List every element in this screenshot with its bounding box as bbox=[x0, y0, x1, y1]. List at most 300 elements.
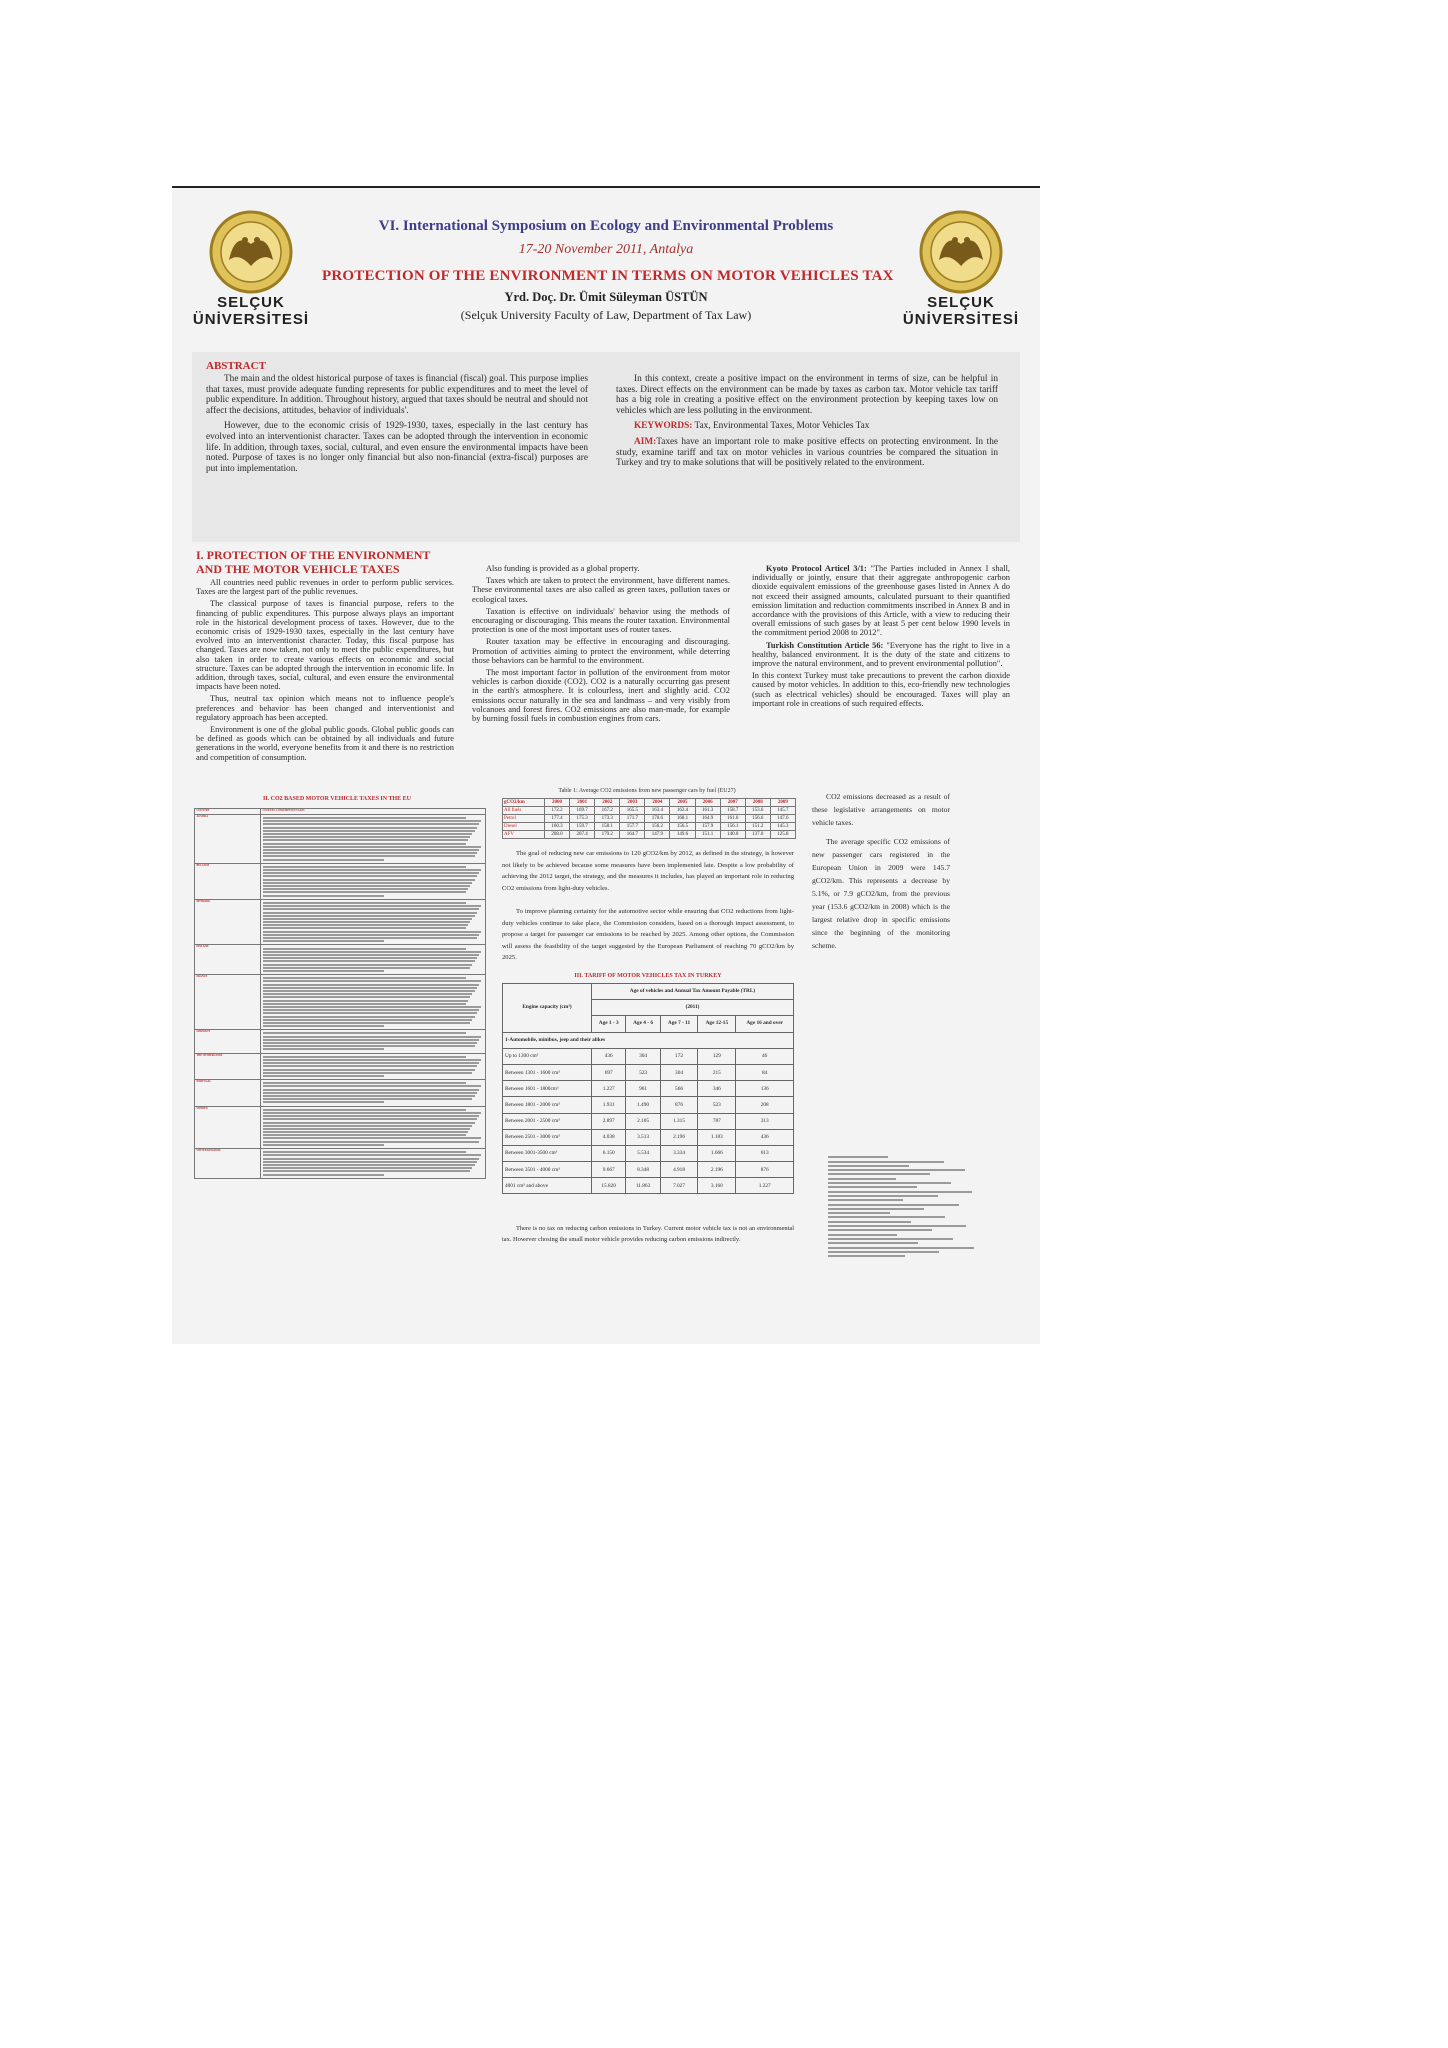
illegible-text-line bbox=[263, 1025, 385, 1027]
body-paragraph: The most important factor in pollution of the environment from motor vehicles is carbon dioxide (CO2). CO2 is a naturally occurring gas present in the earth's atmosphere. It is colourless, inert and slightly acid. CO2 emissions occur naturally in the sea and landmass – and very visibly from volcanoes and forest fires. CO2 emissions are also man-made, for example by burning fossil fuels in combustion engines from cars. bbox=[472, 668, 730, 724]
illegible-text-line bbox=[263, 967, 471, 969]
vehicle-group-label: 1-Automobile, minibus, jeep and their alikes bbox=[503, 1032, 794, 1048]
age-column-header: Age 7 - 11 bbox=[660, 1016, 698, 1032]
header-cell: 2007 bbox=[720, 799, 745, 807]
right-column bbox=[812, 790, 950, 958]
illegible-footnote-line bbox=[828, 1199, 903, 1201]
illegible-footnote-line bbox=[828, 1242, 918, 1244]
illegible-text-line bbox=[263, 1056, 466, 1058]
illegible-text-line bbox=[263, 1158, 480, 1160]
tax-amount-cell: 1.931 bbox=[592, 1097, 626, 1113]
body-paragraph: Thus, neutral tax opinion which means not to influence people's preferences and behavior has been changed and interventionist and regulatory approach has been accepted. bbox=[196, 694, 454, 722]
engine-capacity-cell: Between 2001 - 2500 cm³ bbox=[503, 1113, 592, 1129]
table-row bbox=[195, 1053, 486, 1080]
value-cell: 147.9 bbox=[645, 831, 670, 839]
value-cell: 167.2 bbox=[595, 807, 620, 815]
eu-tax-table bbox=[194, 808, 486, 1179]
illegible-text-line bbox=[263, 1089, 480, 1091]
illegible-text-line bbox=[263, 866, 466, 868]
section-1-column-3 bbox=[752, 564, 1010, 711]
body-paragraph: Router taxation may be effective in encouraging and discouraging. Promotion of activities aiming to protect the environment, while deterring those behaviors can be harmful to the environment. bbox=[472, 637, 730, 665]
illegible-text-line bbox=[263, 869, 482, 871]
illegible-text-line bbox=[263, 820, 482, 822]
illegible-text-line bbox=[263, 1045, 475, 1047]
body-paragraph: The average specific CO2 emissions of new passenger cars registered in the European Union in 2009 were 145.7 gCO2/km. This represents a decrease by 5.1%, or 7.9 gCO2/km, from the previous year (153.6 gCO2/km in 2008) which is the largest relative drop in specific emissions since the beginning of the monitoring scheme. bbox=[812, 837, 950, 950]
illegible-text-line bbox=[263, 855, 475, 857]
illegible-text-line bbox=[263, 891, 466, 893]
illegible-text-line bbox=[263, 1101, 385, 1103]
illegible-text-line bbox=[263, 1075, 385, 1077]
illegible-text-line bbox=[263, 1122, 475, 1124]
value-cell: 208.0 bbox=[544, 831, 569, 839]
illegible-text-line bbox=[263, 882, 473, 884]
illegible-text-line bbox=[263, 1009, 480, 1011]
value-cell: 156.6 bbox=[745, 815, 770, 823]
country-cell: UNITED KINGDOM bbox=[195, 1149, 261, 1179]
aim-text: Taxes have an important role to make positive effects on protecting environment. In the study, examine tariff and tax on motor vehicles in various countries be compared the situation in Turkey and try to make solutions that will be positively related to the environment. bbox=[616, 436, 998, 469]
tax-amount-cell: 11.863 bbox=[626, 1178, 660, 1194]
header-cell: 2002 bbox=[595, 799, 620, 807]
illegible-text-line bbox=[263, 957, 477, 959]
illegible-footnote-line bbox=[828, 1191, 972, 1193]
tax-amount-cell: 2.196 bbox=[660, 1129, 698, 1145]
illegible-footnote-line bbox=[828, 1165, 909, 1167]
tax-amount-cell: 2.897 bbox=[592, 1113, 626, 1129]
tax-amount-cell: 6.150 bbox=[592, 1145, 626, 1161]
top-rule bbox=[172, 186, 1040, 188]
country-header: COUNTRY bbox=[195, 809, 261, 815]
age-group-header: Age of vehicles and Annual Tax Amount Payable (TRL) bbox=[592, 984, 794, 1000]
poster-title: PROTECTION OF THE ENVIRONMENT IN TERMS ON MOTOR VEHICLES TAX bbox=[322, 268, 894, 284]
table-row bbox=[195, 945, 486, 975]
value-cell: 157.7 bbox=[620, 823, 645, 831]
header-cell: 2001 bbox=[570, 799, 595, 807]
value-cell: 164.9 bbox=[695, 815, 720, 823]
illegible-text-line bbox=[263, 872, 480, 874]
middle-text-3 bbox=[502, 1224, 794, 1245]
value-cell: 172.2 bbox=[544, 807, 569, 815]
value-cell: 140.0 bbox=[720, 831, 745, 839]
illegible-text-line bbox=[263, 1000, 469, 1002]
age-column-header: Age 16 and over bbox=[736, 1016, 794, 1032]
tax-amount-cell: 304 bbox=[660, 1064, 698, 1080]
tax-amount-cell: 1.490 bbox=[626, 1097, 660, 1113]
tax-amount-cell: 1.183 bbox=[698, 1129, 736, 1145]
illegible-text-line bbox=[263, 954, 480, 956]
illegible-footnote-line bbox=[828, 1238, 953, 1240]
scheme-cell bbox=[261, 1080, 486, 1107]
tax-amount-cell: 697 bbox=[592, 1064, 626, 1080]
symposium-dates: 17-20 November 2011, Antalya bbox=[518, 242, 694, 257]
table-row bbox=[503, 1032, 794, 1048]
illegible-footnote-line bbox=[828, 1225, 966, 1227]
body-paragraph: Taxes which are taken to protect the environment, have different names. These environmental taxes are also called as green taxes, pollution taxes or ecological taxes. bbox=[472, 576, 730, 604]
illegible-footnote-line bbox=[828, 1216, 945, 1218]
abstract-left-column bbox=[206, 374, 588, 479]
illegible-text-line bbox=[263, 833, 473, 835]
tax-amount-cell: 5.534 bbox=[626, 1145, 660, 1161]
row-label-cell: Petrol bbox=[503, 815, 545, 823]
abstract-box bbox=[192, 352, 1020, 542]
age-column-header: Age 4 - 6 bbox=[626, 1016, 660, 1032]
value-cell: 156.5 bbox=[670, 823, 695, 831]
illegible-text-line bbox=[263, 1022, 471, 1024]
illegible-footnote-line bbox=[828, 1182, 951, 1184]
tax-amount-cell: 1.227 bbox=[592, 1081, 626, 1097]
illegible-text-line bbox=[263, 885, 471, 887]
scheme-cell bbox=[261, 863, 486, 899]
value-cell: 156.2 bbox=[645, 823, 670, 831]
illegible-text-line bbox=[263, 1151, 466, 1153]
aim-label: AIM: bbox=[634, 436, 657, 447]
illegible-text-line bbox=[263, 1174, 385, 1176]
tax-amount-cell: 2.105 bbox=[626, 1113, 660, 1129]
kyoto-label: Kyoto Protocol Articel 3/1: bbox=[766, 564, 867, 573]
scheme-cell bbox=[261, 945, 486, 975]
value-cell: 157.9 bbox=[695, 823, 720, 831]
illegible-text-line bbox=[263, 1141, 480, 1143]
kyoto-text: "The Parties included in Annex I shall, individually or jointly, ensure that their aggregate anthropogenic carbon dioxide equivalent emissions of the greenhouse gases listed in Annex A do not exceed their assigned amounts, calculated pursuant to their quantified emission limitation and reduction commitments inscribed in Annex B and in accordance with the provisions of this Article, with a view to reducing their overall emissions of such gases by at least 5 per cent below 1990 levels in the commitment period 2008 to 2012". bbox=[752, 564, 1010, 638]
illegible-footnote-line bbox=[828, 1251, 939, 1253]
tax-amount-cell: 129 bbox=[698, 1048, 736, 1064]
keywords-text: Tax, Environmental Taxes, Motor Vehicles Tax bbox=[694, 421, 870, 432]
table-row bbox=[503, 1097, 794, 1113]
illegible-footnote-line bbox=[828, 1255, 905, 1257]
body-paragraph: Also funding is provided as a global property. bbox=[486, 564, 640, 573]
illegible-text-line bbox=[263, 993, 473, 995]
body-paragraph: All countries need public revenues in order to perform public services. Taxes are the largest part of the public revenues. bbox=[196, 578, 454, 597]
illegible-text-line bbox=[263, 879, 475, 881]
engine-capacity-cell: 4001 cm³ and above bbox=[503, 1178, 592, 1194]
value-cell: 171.7 bbox=[620, 815, 645, 823]
tax-amount-cell: 613 bbox=[736, 1145, 794, 1161]
body-paragraph: Environment is one of the global public goods. Global public goods can be defined as goods which can be obtained by all individuals and future generations in the world, everyone benefits from it and there is no restriction and competition of consumption. bbox=[196, 725, 454, 762]
tax-amount-cell: 3.160 bbox=[698, 1178, 736, 1194]
poster bbox=[172, 186, 1040, 1344]
country-cell: THE NETHERLANDS bbox=[195, 1053, 261, 1080]
symposium-name: VI. International Symposium on Ecology and Environmental Problems bbox=[378, 218, 834, 234]
value-cell: 125.8 bbox=[770, 831, 795, 839]
engine-capacity-cell: Between 3501 - 4000 cm³ bbox=[503, 1162, 592, 1178]
value-cell: 137.0 bbox=[745, 831, 770, 839]
university-logo-left: SELÇUK ÜNİVERSİTESİ bbox=[186, 210, 316, 328]
motor-vehicle-tax-table bbox=[502, 983, 794, 1194]
engine-capacity-cell: Between 3001-3500 cm³ bbox=[503, 1145, 592, 1161]
illegible-text-line bbox=[263, 980, 482, 982]
illegible-text-line bbox=[263, 859, 385, 861]
constitution-paragraph bbox=[752, 641, 1010, 669]
section-1-column-2 bbox=[472, 564, 730, 726]
value-cell: 153.6 bbox=[745, 807, 770, 815]
table-row bbox=[503, 1162, 794, 1178]
illegible-text-line bbox=[263, 1069, 475, 1071]
tax-amount-cell: 8.348 bbox=[626, 1162, 660, 1178]
tax-amount-cell: 436 bbox=[736, 1129, 794, 1145]
tax-amount-cell: 84 bbox=[736, 1064, 794, 1080]
scheme-cell bbox=[261, 1149, 486, 1179]
tax-amount-cell: 2.196 bbox=[698, 1162, 736, 1178]
middle-text-2 bbox=[502, 906, 794, 964]
table-row bbox=[503, 815, 796, 823]
illegible-text-line bbox=[263, 1059, 482, 1061]
value-cell: 165.5 bbox=[620, 807, 645, 815]
illegible-text-line bbox=[263, 1012, 477, 1014]
illegible-text-line bbox=[263, 846, 482, 848]
table-row bbox=[195, 975, 486, 1030]
table-row bbox=[195, 1149, 486, 1179]
illegible-text-line bbox=[263, 1032, 466, 1034]
age-column-header: Age 1 - 3 bbox=[592, 1016, 626, 1032]
value-cell: 161.3 bbox=[695, 807, 720, 815]
illegible-footnote-line bbox=[828, 1169, 965, 1171]
body-paragraph: The goal of reducing new car emissions to 120 gCO2/km by 2012, as defined in the strategy, is however not likely to be achieved because some measures have been implemented late. Despite a low probability of achieving the 2012 target, the strategy, and the measures it includes, has played an important role in reducing CO2 emissions from light-duty vehicles. bbox=[502, 850, 794, 892]
tax-amount-cell: 346 bbox=[698, 1081, 736, 1097]
table-header-row bbox=[503, 984, 794, 1000]
tax-amount-cell: 172 bbox=[660, 1048, 698, 1064]
illegible-footnote-line bbox=[828, 1178, 896, 1180]
tax-amount-cell: 876 bbox=[736, 1162, 794, 1178]
illegible-text-line bbox=[263, 940, 385, 942]
illegible-text-line bbox=[263, 1128, 471, 1130]
table-row bbox=[195, 863, 486, 899]
value-cell: 147.6 bbox=[770, 815, 795, 823]
illegible-text-line bbox=[263, 1003, 466, 1005]
section-2-heading: II. CO2 BASED MOTOR VEHICLE TAXES IN THE EU bbox=[263, 796, 411, 802]
illegible-footnote-line bbox=[828, 1208, 924, 1210]
tax-amount-cell: 46 bbox=[736, 1048, 794, 1064]
value-cell: 173.3 bbox=[595, 815, 620, 823]
country-cell: DENMARK bbox=[195, 899, 261, 945]
row-label-cell: All fuels bbox=[503, 807, 545, 815]
value-cell: 164.7 bbox=[620, 831, 645, 839]
abstract-right-column bbox=[616, 374, 998, 474]
illegible-footnote-line bbox=[828, 1221, 911, 1223]
illegible-text-line bbox=[263, 1085, 482, 1087]
tax-amount-cell: 566 bbox=[660, 1081, 698, 1097]
value-cell: 177.4 bbox=[544, 815, 569, 823]
illegible-footnote-line bbox=[828, 1247, 974, 1249]
table-row bbox=[503, 823, 796, 831]
header-cell: 2006 bbox=[695, 799, 720, 807]
table-row bbox=[503, 1081, 794, 1097]
abstract-paragraph: The main and the oldest historical purpose of taxes is financial (fiscal) goal. This purpose implies that taxes, must provide adequate funding represents for public expenditures and to meet the level of public expenditure. In addition. Throughout history, argued that taxes should be neutral and should not affect the decisions, attitudes, behavior of individuals'. bbox=[206, 374, 588, 416]
illegible-footnote-line bbox=[828, 1204, 959, 1206]
illegible-text-line bbox=[263, 1134, 466, 1136]
value-cell: 179.2 bbox=[595, 831, 620, 839]
illegible-text-line bbox=[263, 937, 477, 939]
tax-amount-cell: 9.667 bbox=[592, 1162, 626, 1178]
illegible-text-line bbox=[263, 984, 480, 986]
header-cell: 2003 bbox=[620, 799, 645, 807]
abstract-paragraph: However, due to the economic crisis of 1929-1930, taxes, especially in the last century has evolved into an interventionist character. Taxes can be adopted through the intervention in economic life. In addition, through taxes, social, cultural, and even ensure the environmental impacts have been noted. Purpose of taxes is no longer only financial but also non-financial (extra-fiscal) purposes are put into implementation. bbox=[206, 421, 588, 474]
body-paragraph: The classical purpose of taxes is financial purpose, refers to the financing of public expenditures. This purpose always plays an important role in the historical development process of taxes. However, due to the economic crisis of 1929-1930 taxes, especially in the last century have evolved into an interventionist character. Today, this fiscal purpose has changed. Taxes are now taken, not only to meet the public expenditures, but also taken in order to create various effects on economic and social structure. Taxes can be adopted through the intervention in economic life. In addition, through taxes, social, cultural, and even ensure the environmental impacts have been noted. bbox=[196, 599, 454, 692]
seal-icon bbox=[915, 210, 1007, 294]
tax-amount-cell: 1.666 bbox=[698, 1145, 736, 1161]
illegible-text-line bbox=[263, 1042, 477, 1044]
illegible-text-line bbox=[263, 1118, 477, 1120]
illegible-text-line bbox=[263, 1125, 473, 1127]
tax-amount-cell: 313 bbox=[736, 1113, 794, 1129]
illegible-text-line bbox=[263, 912, 477, 914]
constitution-text: "Everyone has the right to live in a healthy, balanced environment. It is the duty of the state and citizens to improve the natural environment, and to prevent environmental pollution". bbox=[752, 640, 1010, 669]
table-row bbox=[195, 1030, 486, 1053]
illegible-text-line bbox=[263, 852, 477, 854]
table-row bbox=[503, 831, 796, 839]
body-paragraph: There is no tax on reducing carbon emissions in Turkey. Current motor vehicle tax is not an environmental tax. However chosing the small motor vehicle provides reducing carbon emissions indirectly. bbox=[502, 1225, 794, 1243]
illegible-text-line bbox=[263, 1164, 475, 1166]
illegible-text-line bbox=[263, 1112, 482, 1114]
illegible-text-line bbox=[263, 1167, 473, 1169]
body-paragraph: To improve planning certainty for the automotive sector while ensuring that CO2 reductions from light-duty vehicles continue to take place, the Commission considers, based on a thorough impact assessment, to propose a target for passenger car emissions to be reached by 2025. Among other options, the Commission will assess the feasibility of the target suggested by the European Parliament of reaching 70 gCO2/km by 2025. bbox=[502, 908, 794, 962]
table-row bbox=[503, 1064, 794, 1080]
country-cell: FINLAND bbox=[195, 945, 261, 975]
illegible-text-line bbox=[263, 830, 475, 832]
tax-amount-cell: 3.513 bbox=[626, 1129, 660, 1145]
illegible-text-line bbox=[263, 875, 477, 877]
value-cell: 161.6 bbox=[720, 815, 745, 823]
keywords-label: KEYWORDS: bbox=[634, 421, 693, 432]
value-cell: 159.7 bbox=[570, 823, 595, 831]
scheme-cell bbox=[261, 1053, 486, 1080]
scheme-cell bbox=[261, 1030, 486, 1053]
illegible-text-line bbox=[263, 1072, 473, 1074]
illegible-text-line bbox=[263, 843, 466, 845]
illegible-text-line bbox=[263, 817, 466, 819]
scheme-header: CO2/FUEL CONSUMPTION TAXES bbox=[261, 809, 486, 815]
table-row bbox=[503, 807, 796, 815]
illegible-text-line bbox=[263, 836, 471, 838]
illegible-text-line bbox=[263, 1039, 480, 1041]
tax-amount-cell: 304 bbox=[626, 1048, 660, 1064]
tax-amount-cell: 4.918 bbox=[660, 1162, 698, 1178]
scheme-cell bbox=[261, 814, 486, 863]
illegible-text-line bbox=[263, 1115, 480, 1117]
header-cell: 2008 bbox=[745, 799, 770, 807]
table-row bbox=[503, 1178, 794, 1194]
illegible-text-line bbox=[263, 1082, 466, 1084]
illegible-text-line bbox=[263, 970, 385, 972]
header-cell: 2005 bbox=[670, 799, 695, 807]
tax-amount-cell: 208 bbox=[736, 1097, 794, 1113]
tax-amount-cell: 3.334 bbox=[660, 1145, 698, 1161]
illegible-text-line bbox=[263, 1109, 466, 1111]
affiliation: (Selçuk University Faculty of Law, Department of Tax Law) bbox=[460, 308, 752, 322]
country-cell: BELGIUM bbox=[195, 863, 261, 899]
value-cell: 162.4 bbox=[670, 807, 695, 815]
illegible-text-line bbox=[263, 1016, 475, 1018]
illegible-footnote-line bbox=[828, 1195, 938, 1197]
illegible-text-line bbox=[263, 823, 480, 825]
illegible-footnote-line bbox=[828, 1161, 944, 1163]
engine-capacity-cell: Between 1301 - 1600 cm³ bbox=[503, 1064, 592, 1080]
illegible-text-line bbox=[263, 915, 475, 917]
illegible-text-line bbox=[263, 908, 480, 910]
body-paragraph: CO2 emissions decreased as a result of these legislative arrangements on motor vehicle taxes. bbox=[812, 792, 950, 827]
scheme-cell bbox=[261, 975, 486, 1030]
year-header: (2011) bbox=[592, 1000, 794, 1016]
value-cell: 145.7 bbox=[770, 807, 795, 815]
illegible-text-line bbox=[263, 1048, 385, 1050]
section-3-heading: III. TARIFF OF MOTOR VEHICLES TAX IN TURKEY bbox=[574, 973, 722, 979]
row-label-cell: AFV bbox=[503, 831, 545, 839]
value-cell: 156.1 bbox=[720, 823, 745, 831]
illegible-text-line bbox=[263, 1095, 475, 1097]
abstract-paragraph: In this context, create a positive impact on the environment in terms of size, can be helpful in taxes. Direct effects on the environment can be made by taxes as carbon tax. Motor vehicle tax tariff has a big role in creating a positive effect on the environment protection by keeping taxes low on vehicles which are less polluting in the environment. bbox=[616, 374, 998, 416]
illegible-text-line bbox=[263, 924, 469, 926]
illegible-text-line bbox=[263, 948, 466, 950]
table-row bbox=[195, 814, 486, 863]
header-cell: 2009 bbox=[770, 799, 795, 807]
value-cell: 158.7 bbox=[720, 807, 745, 815]
illegible-text-line bbox=[263, 927, 466, 929]
illegible-text-line bbox=[263, 921, 471, 923]
tax-amount-cell: 961 bbox=[626, 1081, 660, 1097]
body-paragraph: In this context Turkey must take precautions to prevent the carbon dioxide caused by motor vehicles. In addition to this, eco-friendly new technologies (such as electrical vehicles) should be encouraged. Taxes will play an important role in creations of such required effects. bbox=[752, 671, 1010, 708]
illegible-text-line bbox=[263, 1161, 477, 1163]
illegible-footnote-line bbox=[828, 1186, 917, 1188]
illegible-text-line bbox=[263, 1019, 473, 1021]
engine-capacity-cell: Between 1601 - 1800cm³ bbox=[503, 1081, 592, 1097]
tax-amount-cell: 136 bbox=[736, 1081, 794, 1097]
country-cell: AUSTRIA bbox=[195, 814, 261, 863]
university-logo-right: SELÇUK ÜNİVERSİTESİ bbox=[896, 210, 1026, 328]
tax-amount-cell: 7.027 bbox=[660, 1178, 698, 1194]
illegible-text-line bbox=[263, 849, 480, 851]
country-cell: SWEDEN bbox=[195, 1106, 261, 1148]
tax-amount-cell: 215 bbox=[698, 1064, 736, 1080]
illegible-text-line bbox=[263, 895, 385, 897]
illegible-text-line bbox=[263, 977, 466, 979]
illegible-text-line bbox=[263, 1154, 482, 1156]
illegible-text-line bbox=[263, 902, 466, 904]
tax-amount-cell: 1.315 bbox=[660, 1113, 698, 1129]
tax-amount-cell: 523 bbox=[626, 1064, 660, 1080]
value-cell: 163.4 bbox=[645, 807, 670, 815]
constitution-label: Turkish Constitution Article 56: bbox=[766, 640, 884, 650]
illegible-text-line bbox=[263, 827, 477, 829]
illegible-footnote-line bbox=[828, 1229, 932, 1231]
age-column-header: Age 12-15 bbox=[698, 1016, 736, 1032]
illegible-text-line bbox=[263, 1062, 480, 1064]
illegible-text-line bbox=[263, 931, 482, 933]
body-paragraph: Taxation is effective on individuals' behavior using the methods of encouraging or discouraging. This means the router taxation. Environmental protection is one of the most important uses of router taxes. bbox=[472, 606, 730, 635]
illegible-text-line bbox=[263, 1065, 477, 1067]
value-cell: 170.6 bbox=[645, 815, 670, 823]
value-cell: 151.2 bbox=[745, 823, 770, 831]
scheme-cell bbox=[261, 899, 486, 945]
value-cell: 207.4 bbox=[570, 831, 595, 839]
illegible-text-line bbox=[263, 996, 471, 998]
value-cell: 151.1 bbox=[695, 831, 720, 839]
value-cell: 175.3 bbox=[570, 815, 595, 823]
illegible-text-line bbox=[263, 1098, 473, 1100]
table-row bbox=[195, 1080, 486, 1107]
illegible-footnote-line bbox=[828, 1212, 890, 1214]
illegible-text-line bbox=[263, 990, 475, 992]
illegible-text-line bbox=[263, 888, 469, 890]
section-1-column-1 bbox=[196, 578, 454, 765]
section-1-title: I. PROTECTION OF THE ENVIRONMENT AND THE MOTOR VEHICLE TAXES bbox=[196, 548, 431, 576]
table-row bbox=[195, 899, 486, 945]
value-cell: 168.1 bbox=[670, 815, 695, 823]
illegible-text-line bbox=[263, 960, 475, 962]
value-cell: 158.1 bbox=[595, 823, 620, 831]
tax-amount-cell: 1.227 bbox=[736, 1178, 794, 1194]
tax-amount-cell: 523 bbox=[698, 1097, 736, 1113]
engine-capacity-cell: Up to 1300 cm³ bbox=[503, 1048, 592, 1064]
illegible-text-line bbox=[263, 918, 473, 920]
footnotes bbox=[828, 1154, 978, 1259]
